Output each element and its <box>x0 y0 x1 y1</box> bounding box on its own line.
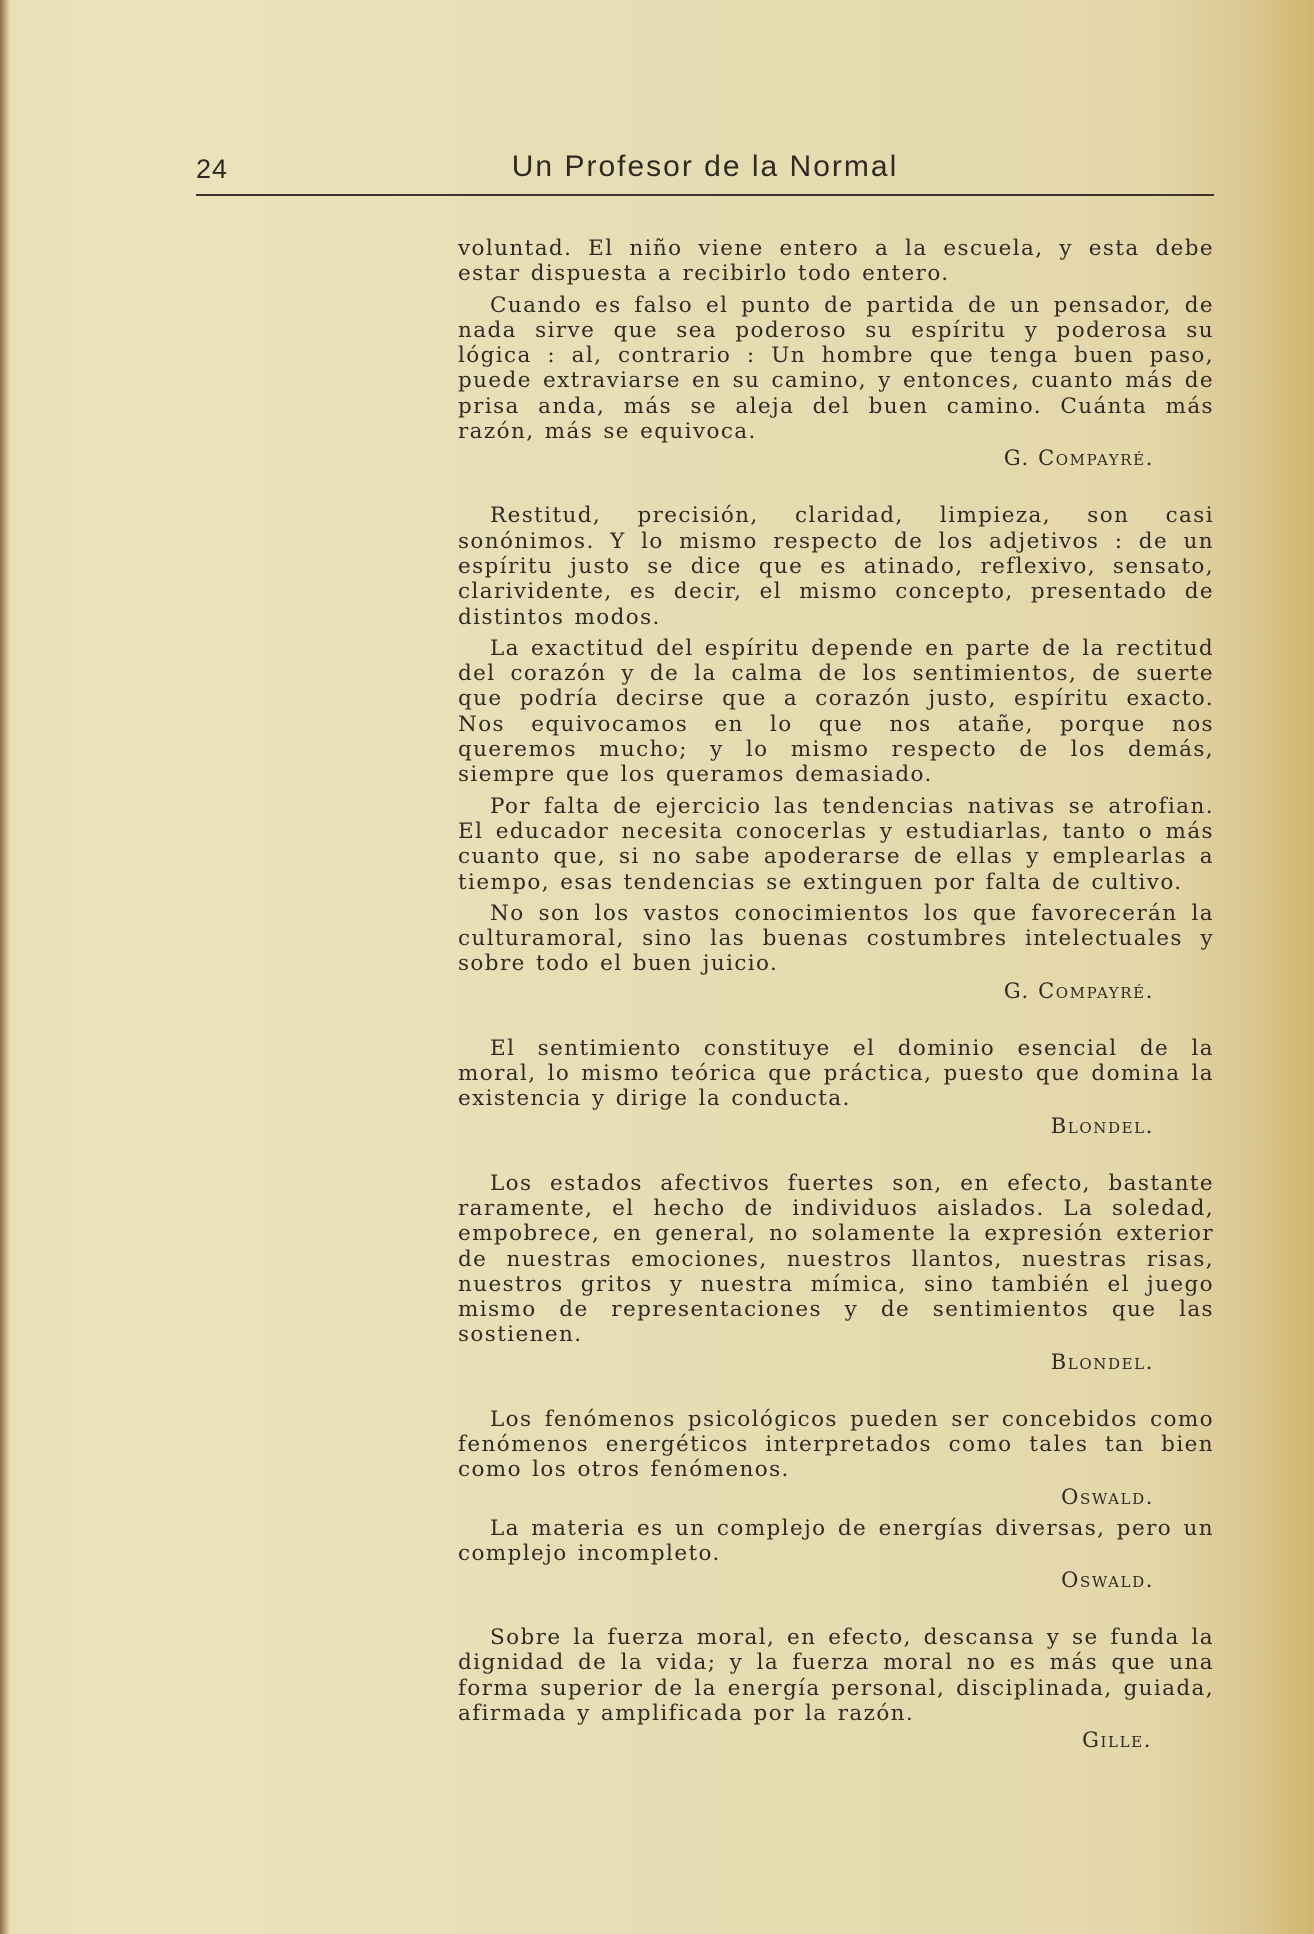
paragraph: El sentimiento constituye el dominio esencial de la moral, lo mismo teórica que práctica, puesto que domina la existencia y dirige la conducta. <box>458 1035 1214 1112</box>
quote-author: G. Compayré. <box>1003 446 1154 471</box>
paragraph: No son los vastos conocimientos los que favorecerán la culturamoral, sino las buenas costumbres intelectuales y sobre todo el buen juicio. <box>458 900 1214 977</box>
paragraph: Los estados afectivos fuertes son, en efecto, bastante raramente, el hecho de individuos aislados. La soledad, empobrece, en general, no solamente la expresión exterior de nuestras emociones, nuestros llantos, nuestras risas, nuestros gritos y nuestra mímica, sino también el juego mismo de representaciones y de sentimientos que las sostienen. <box>458 1170 1214 1348</box>
page-body <box>458 236 1214 1753</box>
page-edge <box>0 0 10 1934</box>
running-title: Un Profesor de la Normal <box>511 150 899 183</box>
paragraph: Sobre la fuerza moral, en efecto, descansa y se funda la dignidad de la vida; y la fuerza moral no es más que una forma superior de la energía personal, disciplinada, guiada, afirmada y amplificada por la razón. <box>458 1625 1214 1727</box>
quote-author: Gille. <box>1082 1728 1152 1753</box>
paragraph: Los fenómenos psicológicos pueden ser concebidos como fenómenos energéticos interpretados como tales tan bien como los otros fenómenos. <box>458 1406 1214 1483</box>
paragraph: Por falta de ejercicio las tendencias nativas se atrofian. El educador necesita conocerlas y estudiarlas, tanto o más cuanto que, si no sabe apoderarse de ellas y emplearlas a tiempo, esas tendencias se extinguen por falta de cultivo. <box>458 793 1214 895</box>
running-header <box>196 150 1214 196</box>
quote-author: Blondel. <box>1050 1349 1154 1374</box>
page-number: 24 <box>196 154 229 184</box>
quote-author: Oswald. <box>1061 1484 1154 1509</box>
paragraph: La exactitud del espíritu depende en parte de la rectitud del corazón y de la calma de los sentimientos, de suerte que podría decirse que a corazón justo, espíritu exacto. Nos equivocamos en lo que nos atañe, porque nos queremos mucho; y lo mismo respecto de los demás, siempre que los queramos demasiado. <box>458 635 1214 788</box>
paragraph: Restitud, precisión, claridad, limpieza, son casi sonónimos. Y lo mismo respecto de los adjetivos : de un espíritu justo se dice que es atinado, reflexivo, sensato, clarividente, es decir, el mismo concepto, presentado de distintos modos. <box>458 503 1214 630</box>
paragraph: La materia es un complejo de energías diversas, pero un complejo incompleto. <box>458 1515 1214 1566</box>
paragraph: Cuando es falso el punto de partida de un pensador, de nada sirve que sea poderoso su espíritu y poderosa su lógica : al, contrario : Un hombre que tenga buen paso, puede extraviarse en su camino, y entonces, cuanto más de prisa anda, más se aleja del buen camino. Cuánta más razón, más se equivoca. <box>458 292 1214 445</box>
quote-author: Blondel. <box>1050 1113 1154 1138</box>
quote-author: G. Compayré. <box>1003 978 1154 1003</box>
quote-author: Oswald. <box>1061 1568 1154 1593</box>
paragraph-continuation: voluntad. El niño viene entero a la escuela, y esta debe estar dispuesta a recibirlo todo entero. <box>458 236 1214 287</box>
